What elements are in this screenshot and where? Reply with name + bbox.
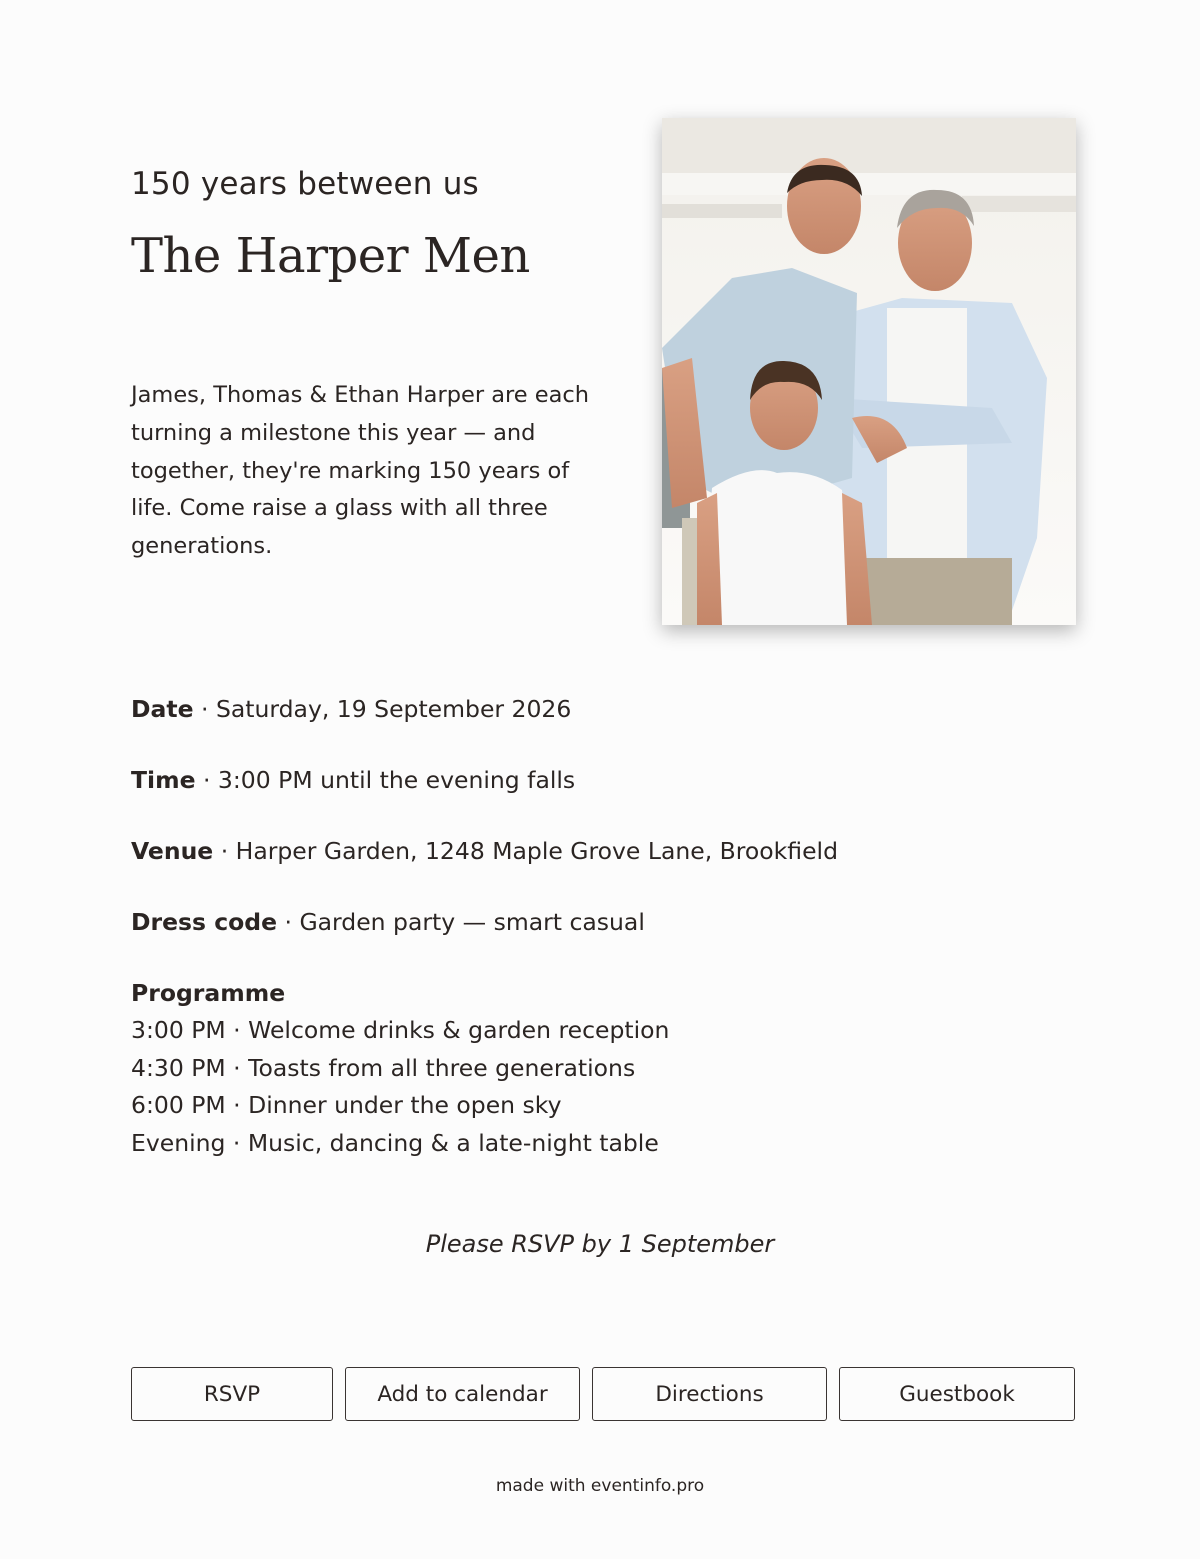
programme-item: 3:00 PM · Welcome drinks & garden reception: [131, 1016, 670, 1044]
rsvp-button[interactable]: RSVP: [131, 1367, 333, 1421]
dress-code-row: [131, 903, 1111, 941]
time-value: · 3:00 PM until the evening falls: [195, 766, 576, 794]
footer-credit: made with eventinfo.pro: [495, 1476, 705, 1496]
venue-label: Venue: [131, 837, 214, 865]
family-photo-icon: [662, 118, 1076, 625]
rsvp-deadline-note: Please RSVP by 1 September: [425, 1230, 775, 1258]
programme-title: Programme: [131, 979, 286, 1007]
directions-button[interactable]: Directions: [592, 1367, 827, 1421]
guestbook-button[interactable]: Guestbook: [839, 1367, 1075, 1421]
date-label: Date: [131, 695, 194, 723]
date-value: · Saturday, 19 September 2026: [193, 695, 572, 723]
event-subtitle: 150 years between us: [131, 166, 479, 202]
venue-row: [131, 832, 1111, 870]
add-to-calendar-button[interactable]: Add to calendar: [345, 1367, 580, 1421]
time-row: [131, 761, 1111, 799]
event-details: [131, 690, 1111, 1162]
programme-item: 4:30 PM · Toasts from all three generations: [131, 1053, 636, 1082]
date-row: [131, 690, 1111, 728]
time-label: Time: [131, 766, 196, 794]
programme-item: Evening · Music, dancing & a late-night table: [131, 1128, 659, 1157]
programme-item: 6:00 PM · Dinner under the open sky: [131, 1091, 562, 1120]
intro-text: James, Thomas & Ethan Harper are each turning a milestone this year — and together, they're marking 150 years of life. Come raise a glass with all three generations.: [131, 382, 590, 560]
dress-code-label: Dress code: [131, 908, 278, 936]
dress-code-value: · Garden party — smart casual: [277, 908, 645, 936]
venue-value: · Harper Garden, 1248 Maple Grove Lane, Brookfield: [213, 837, 838, 865]
family-photo: [662, 118, 1076, 625]
page-title: The Harper Men: [131, 228, 530, 284]
